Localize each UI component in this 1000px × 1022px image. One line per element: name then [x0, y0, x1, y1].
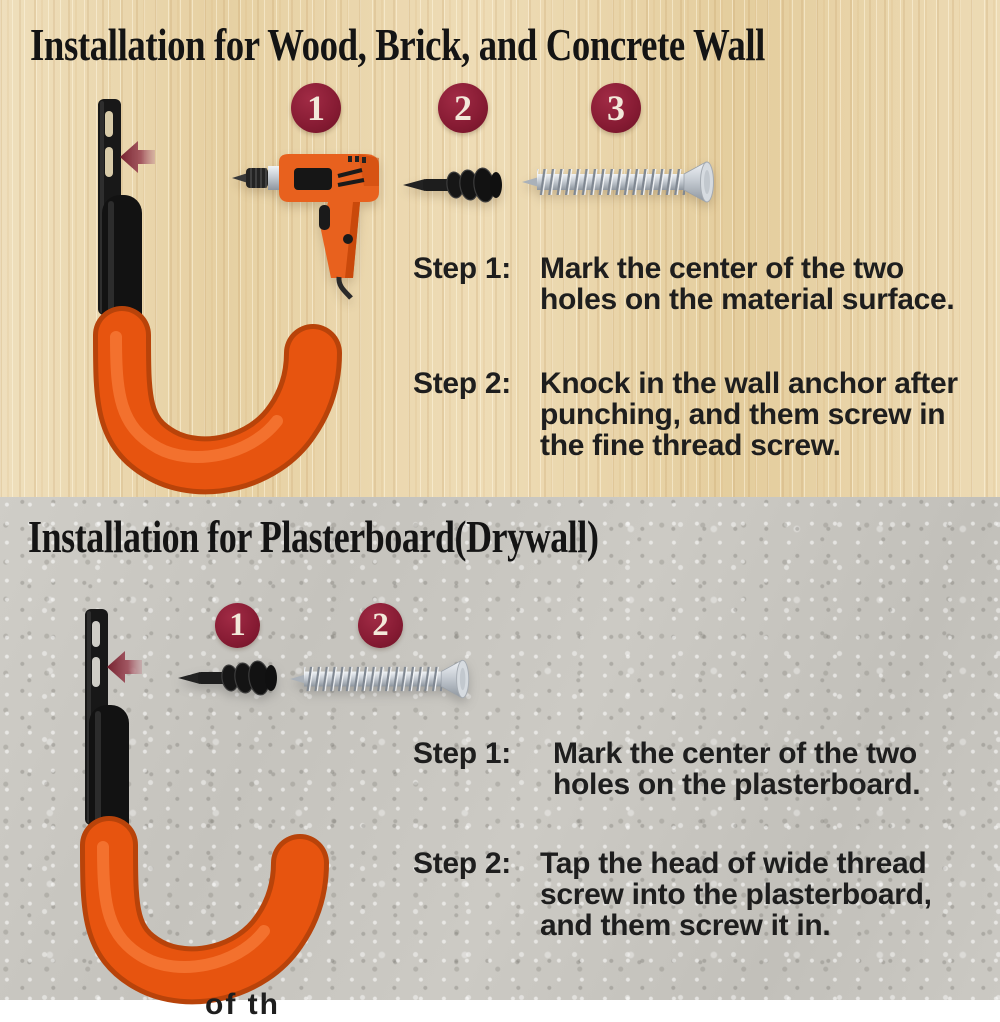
- step-row: [413, 848, 932, 941]
- fine-thread-screw-image: [522, 157, 717, 207]
- cutoff-text-fragment: of th: [205, 988, 280, 1021]
- j-hook-image: [85, 95, 345, 493]
- step-label: Step 2:: [413, 367, 511, 400]
- step-text: Tap the head of wide thread screw into the plasterboard, and them screw it in.: [540, 847, 932, 942]
- step-label: Step 1:: [413, 737, 511, 770]
- step-text: Mark the center of the two holes on the material surface.: [540, 252, 955, 316]
- wood-title: Installation for Wood, Brick, and Concrete Wall: [30, 19, 766, 70]
- item-number-badge: 3: [591, 83, 641, 133]
- step-label: Step 2:: [413, 847, 511, 880]
- wood-section: [0, 0, 1000, 497]
- left-arrow-icon: [107, 651, 142, 683]
- step-row: [413, 368, 958, 461]
- step-row: [413, 738, 920, 800]
- step-text: Knock in the wall anchor after punching, and them screw in the fine thread screw.: [540, 367, 958, 462]
- wall-anchor-image: [403, 163, 505, 207]
- drywall-title: Installation for Plasterboard(Drywall): [28, 511, 599, 562]
- step-label: Step 1:: [413, 252, 511, 285]
- item-number-badge: 1: [215, 603, 260, 648]
- left-arrow-icon: [120, 141, 155, 173]
- step-row: [413, 253, 954, 315]
- item-number-badge: 1: [291, 83, 341, 133]
- item-number-badge: 2: [358, 603, 403, 648]
- step-text: Mark the center of the two holes on the plasterboard.: [553, 737, 921, 801]
- item-number-badge: 2: [438, 83, 488, 133]
